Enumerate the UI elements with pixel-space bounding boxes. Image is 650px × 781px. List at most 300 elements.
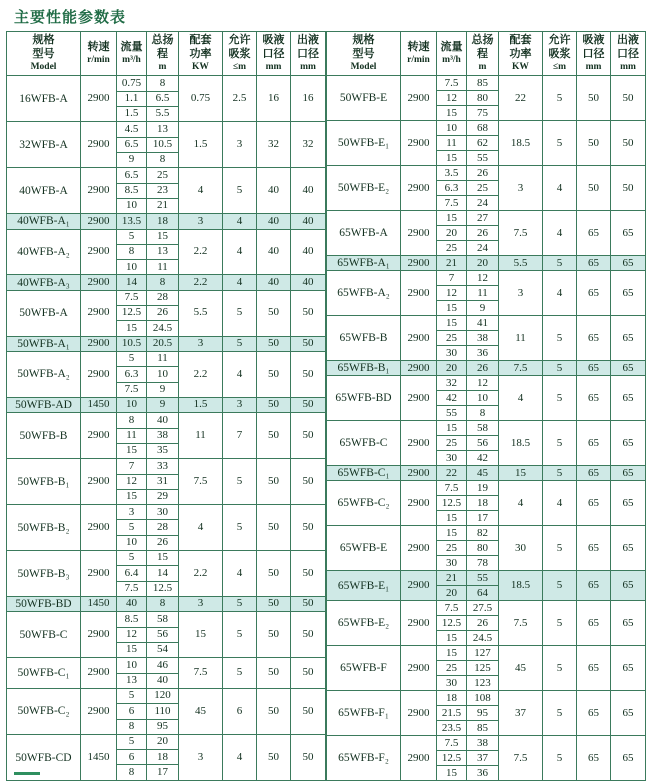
cell-flow: 12.5	[117, 306, 147, 321]
cell-rpm: 2900	[81, 688, 117, 734]
cell-head: 82	[467, 526, 499, 541]
cell-head: 85	[467, 76, 499, 91]
cell-rpm: 2900	[401, 691, 437, 736]
cell-power: 37	[499, 691, 543, 736]
cell-inlet: 65	[577, 466, 611, 481]
cell-outlet: 65	[611, 646, 646, 691]
cell-model: 65WFB-B	[327, 316, 401, 361]
cell-head: 8	[147, 76, 179, 91]
header-head: 总扬程 m	[467, 32, 499, 76]
cell-outlet: 65	[611, 571, 646, 601]
cell-outlet: 65	[611, 421, 646, 466]
cell-inlet: 50	[257, 612, 291, 658]
cell-flow: 5	[117, 688, 147, 703]
cell-head: 20	[467, 256, 499, 271]
header-power: 配套 功率 KW	[179, 32, 223, 76]
cell-head: 28	[147, 290, 179, 305]
cell-npsh: 5	[223, 168, 257, 214]
cell-rpm: 2900	[81, 658, 117, 689]
cell-npsh: 4	[223, 229, 257, 275]
table-row	[327, 646, 646, 661]
table-row	[327, 466, 646, 481]
cell-head: 40	[147, 413, 179, 428]
cell-npsh: 5	[543, 736, 577, 781]
cell-flow: 9	[117, 152, 147, 167]
cell-outlet: 40	[291, 214, 326, 229]
cell-inlet: 65	[577, 481, 611, 526]
table-body-left	[7, 76, 326, 781]
cell-head: 26	[147, 306, 179, 321]
cell-head: 8	[147, 152, 179, 167]
cell-head: 6.5	[147, 91, 179, 106]
cell-model: 50WFB-B₁	[7, 459, 81, 505]
cell-flow: 11	[437, 136, 467, 151]
cell-rpm: 2900	[401, 271, 437, 316]
cell-head: 95	[147, 719, 179, 734]
cell-power: 22	[499, 76, 543, 121]
cell-model: 65WFB-A₂	[327, 271, 401, 316]
cell-power: 1.5	[179, 397, 223, 412]
cell-head: 26	[467, 616, 499, 631]
header-npsh: 允许 吸浆 ≤m	[223, 32, 257, 76]
cell-flow: 42	[437, 391, 467, 406]
cell-flow: 10	[117, 260, 147, 275]
table-row	[327, 211, 646, 226]
cell-flow: 8.5	[117, 183, 147, 198]
cell-npsh: 3	[223, 122, 257, 168]
cell-npsh: 4	[223, 214, 257, 229]
cell-inlet: 16	[257, 76, 291, 122]
cell-flow: 10	[117, 658, 147, 673]
cell-outlet: 50	[291, 413, 326, 459]
table-row	[327, 361, 646, 376]
cell-flow: 18	[437, 691, 467, 706]
cell-flow: 7.5	[437, 481, 467, 496]
cell-flow: 5	[117, 551, 147, 566]
cell-npsh: 3	[223, 397, 257, 412]
cell-outlet: 65	[611, 481, 646, 526]
cell-npsh: 5	[223, 336, 257, 351]
cell-head: 18	[467, 496, 499, 511]
cell-head: 19	[467, 481, 499, 496]
cell-head: 80	[467, 91, 499, 106]
table-row	[327, 166, 646, 181]
cell-head: 56	[147, 627, 179, 642]
cell-head: 38	[467, 331, 499, 346]
cell-power: 2.2	[179, 275, 223, 290]
cell-power: 3	[179, 214, 223, 229]
cell-head: 26	[467, 226, 499, 241]
cell-head: 8	[147, 597, 179, 612]
cell-inlet: 65	[577, 421, 611, 466]
table-head-right	[327, 32, 646, 76]
cell-power: 1.5	[179, 122, 223, 168]
cell-flow: 15	[437, 631, 467, 646]
cell-npsh: 4	[223, 551, 257, 597]
cell-outlet: 65	[611, 376, 646, 421]
cell-flow: 15	[437, 766, 467, 781]
cell-npsh: 5	[543, 376, 577, 421]
cell-inlet: 50	[257, 397, 291, 412]
table-row	[327, 691, 646, 706]
cell-rpm: 2900	[401, 121, 437, 166]
table-row	[7, 658, 326, 673]
cell-inlet: 65	[577, 691, 611, 736]
cell-flow: 5	[117, 229, 147, 244]
cell-flow: 21.5	[437, 706, 467, 721]
cell-head: 11	[467, 286, 499, 301]
cell-flow: 7.5	[117, 382, 147, 397]
cell-model: 65WFB-E₁	[327, 571, 401, 601]
cell-inlet: 40	[257, 275, 291, 290]
cell-flow: 7	[117, 459, 147, 474]
cell-rpm: 2900	[401, 646, 437, 691]
cell-power: 11	[179, 413, 223, 459]
cell-head: 54	[147, 642, 179, 657]
cell-outlet: 40	[291, 275, 326, 290]
cell-npsh: 5	[223, 505, 257, 551]
cell-rpm: 2900	[401, 571, 437, 601]
cell-npsh: 7	[223, 413, 257, 459]
cell-inlet: 50	[257, 459, 291, 505]
cell-npsh: 5	[543, 466, 577, 481]
cell-flow: 12	[437, 286, 467, 301]
cell-power: 45	[179, 688, 223, 734]
cell-npsh: 4	[223, 734, 257, 781]
table-row	[7, 459, 326, 474]
cell-flow: 12	[437, 91, 467, 106]
cell-flow: 55	[437, 406, 467, 421]
cell-flow: 15	[117, 443, 147, 458]
cell-flow: 40	[117, 597, 147, 612]
cell-head: 26	[467, 361, 499, 376]
cell-flow: 25	[437, 541, 467, 556]
cell-head: 110	[147, 704, 179, 719]
cell-outlet: 40	[291, 168, 326, 214]
cell-head: 58	[467, 421, 499, 436]
cell-outlet: 50	[291, 688, 326, 734]
cell-flow: 7	[437, 271, 467, 286]
table-head-left	[7, 32, 326, 76]
cell-rpm: 1450	[81, 397, 117, 412]
cell-flow: 6.5	[117, 168, 147, 183]
cell-rpm: 2900	[81, 275, 117, 290]
cell-flow: 12	[117, 627, 147, 642]
cell-rpm: 2900	[81, 290, 117, 336]
cell-power: 4	[179, 505, 223, 551]
cell-inlet: 32	[257, 122, 291, 168]
cell-flow: 15	[117, 642, 147, 657]
performance-table-left	[6, 31, 326, 781]
cell-head: 58	[147, 612, 179, 627]
cell-flow: 6.3	[437, 181, 467, 196]
cell-rpm: 2900	[401, 526, 437, 571]
cell-power: 3	[179, 734, 223, 781]
cell-rpm: 2900	[81, 459, 117, 505]
cell-head: 56	[467, 436, 499, 451]
cell-inlet: 65	[577, 571, 611, 601]
cell-model: 65WFB-C	[327, 421, 401, 466]
cell-flow: 5	[117, 352, 147, 367]
cell-flow: 10	[117, 198, 147, 213]
cell-rpm: 2900	[401, 166, 437, 211]
cell-power: 3	[179, 597, 223, 612]
cell-power: 7.5	[179, 459, 223, 505]
table-row	[7, 229, 326, 244]
cell-flow: 32	[437, 376, 467, 391]
cell-flow: 25	[437, 661, 467, 676]
cell-outlet: 65	[611, 271, 646, 316]
header-npsh: 允许 吸浆 ≤m	[543, 32, 577, 76]
cell-outlet: 40	[291, 229, 326, 275]
cell-rpm: 2900	[81, 229, 117, 275]
cell-model: 65WFB-C₁	[327, 466, 401, 481]
cell-model: 50WFB-C₂	[7, 688, 81, 734]
table-row	[327, 271, 646, 286]
cell-head: 12	[467, 271, 499, 286]
cell-model: 50WFB-B	[7, 413, 81, 459]
cell-rpm: 2900	[401, 481, 437, 526]
cell-outlet: 32	[291, 122, 326, 168]
cell-flow: 1.5	[117, 107, 147, 122]
cell-flow: 8.5	[117, 612, 147, 627]
performance-table-right	[326, 31, 646, 781]
cell-flow: 7.5	[117, 581, 147, 596]
cell-head: 8	[147, 275, 179, 290]
cell-npsh: 5	[223, 597, 257, 612]
table-row	[7, 168, 326, 183]
cell-model: 50WFB-C	[7, 612, 81, 658]
cell-rpm: 2900	[401, 376, 437, 421]
cell-npsh: 5	[543, 691, 577, 736]
cell-npsh: 5	[543, 361, 577, 376]
cell-head: 55	[467, 151, 499, 166]
cell-head: 24.5	[147, 321, 179, 336]
cell-model: 65WFB-E	[327, 526, 401, 571]
cell-rpm: 2900	[401, 736, 437, 781]
cell-head: 26	[467, 166, 499, 181]
cell-inlet: 65	[577, 376, 611, 421]
cell-power: 0.75	[179, 76, 223, 122]
cell-head: 20	[147, 734, 179, 749]
cell-inlet: 40	[257, 214, 291, 229]
cell-outlet: 50	[611, 121, 646, 166]
cell-flow: 8	[117, 244, 147, 259]
cell-model: 50WFB-CD	[7, 734, 81, 781]
cell-head: 27	[467, 211, 499, 226]
table-row	[7, 612, 326, 627]
header-rpm: 转速 r/min	[401, 32, 437, 76]
cell-outlet: 50	[291, 612, 326, 658]
cell-outlet: 65	[611, 526, 646, 571]
table-row	[327, 526, 646, 541]
cell-outlet: 50	[291, 336, 326, 351]
cell-power: 7.5	[499, 211, 543, 256]
cell-npsh: 6	[223, 688, 257, 734]
cell-head: 42	[467, 451, 499, 466]
header-outlet: 出液 口径 mm	[291, 32, 326, 76]
cell-power: 30	[499, 526, 543, 571]
cell-flow: 10.5	[117, 336, 147, 351]
cell-inlet: 50	[257, 734, 291, 781]
cell-flow: 0.75	[117, 76, 147, 91]
cell-flow: 20	[437, 226, 467, 241]
cell-flow: 4.5	[117, 122, 147, 137]
cell-flow: 30	[437, 676, 467, 691]
cell-npsh: 5	[543, 421, 577, 466]
cell-model: 40WFB-A₂	[7, 229, 81, 275]
cell-flow: 25	[437, 241, 467, 256]
cell-head: 37	[467, 751, 499, 766]
table-row	[7, 551, 326, 566]
cell-flow: 12.5	[437, 751, 467, 766]
cell-head: 45	[467, 466, 499, 481]
header-flow: 流量 m³/h	[437, 32, 467, 76]
cell-head: 26	[147, 535, 179, 550]
cell-outlet: 50	[291, 352, 326, 398]
cell-head: 24	[467, 196, 499, 211]
cell-outlet: 50	[291, 658, 326, 689]
cell-head: 17	[467, 511, 499, 526]
cell-power: 3	[499, 166, 543, 211]
cell-npsh: 5	[543, 76, 577, 121]
cell-inlet: 65	[577, 646, 611, 691]
cell-head: 9	[147, 382, 179, 397]
cell-model: 50WFB-BD	[7, 597, 81, 612]
cell-power: 18.5	[499, 421, 543, 466]
cell-head: 18	[147, 214, 179, 229]
cell-power: 2.2	[179, 551, 223, 597]
cell-flow: 30	[437, 556, 467, 571]
cell-flow: 30	[437, 451, 467, 466]
table-row	[7, 734, 326, 749]
cell-flow: 8	[117, 765, 147, 781]
cell-head: 11	[147, 260, 179, 275]
cell-head: 13	[147, 122, 179, 137]
cell-head: 11	[147, 352, 179, 367]
cell-model: 65WFB-F₁	[327, 691, 401, 736]
cell-rpm: 2900	[401, 466, 437, 481]
cell-head: 28	[147, 520, 179, 535]
cell-outlet: 50	[291, 290, 326, 336]
cell-model: 50WFB-B₂	[7, 505, 81, 551]
cell-head: 95	[467, 706, 499, 721]
cell-head: 62	[467, 136, 499, 151]
cell-head: 14	[147, 566, 179, 581]
cell-npsh: 4	[543, 211, 577, 256]
cell-outlet: 50	[291, 459, 326, 505]
cell-flow: 15	[437, 421, 467, 436]
cell-npsh: 5	[543, 256, 577, 271]
cell-outlet: 65	[611, 466, 646, 481]
cell-model: 65WFB-A₁	[327, 256, 401, 271]
cell-model: 40WFB-A₁	[7, 214, 81, 229]
cell-outlet: 65	[611, 736, 646, 781]
cell-power: 18.5	[499, 571, 543, 601]
cell-flow: 14	[117, 275, 147, 290]
cell-inlet: 50	[577, 166, 611, 211]
cell-npsh: 5	[543, 601, 577, 646]
cell-model: 50WFB-AD	[7, 397, 81, 412]
cell-flow: 15	[117, 321, 147, 336]
cell-flow: 5	[117, 734, 147, 749]
cell-flow: 11	[117, 428, 147, 443]
cell-outlet: 65	[611, 361, 646, 376]
cell-npsh: 5	[223, 459, 257, 505]
cell-outlet: 50	[291, 734, 326, 781]
cell-flow: 10	[117, 535, 147, 550]
cell-inlet: 50	[257, 551, 291, 597]
cell-rpm: 2900	[81, 413, 117, 459]
cell-inlet: 50	[577, 121, 611, 166]
cell-power: 11	[499, 316, 543, 361]
cell-flow: 25	[437, 436, 467, 451]
cell-npsh: 5	[223, 290, 257, 336]
cell-inlet: 65	[577, 601, 611, 646]
cell-head: 12	[467, 376, 499, 391]
cell-flow: 15	[117, 489, 147, 504]
header-flow: 流量 m³/h	[117, 32, 147, 76]
cell-flow: 15	[437, 151, 467, 166]
cell-flow: 8	[117, 719, 147, 734]
cell-head: 10.5	[147, 137, 179, 152]
cell-flow: 15	[437, 106, 467, 121]
table-row	[7, 214, 326, 229]
cell-flow: 20	[437, 586, 467, 601]
cell-inlet: 50	[257, 352, 291, 398]
cell-power: 45	[499, 646, 543, 691]
header-model: 规格 型号 Model	[327, 32, 401, 76]
cell-npsh: 5	[543, 571, 577, 601]
cell-head: 9	[147, 397, 179, 412]
table-row	[327, 421, 646, 436]
cell-head: 10	[147, 367, 179, 382]
cell-head: 30	[147, 505, 179, 520]
header-rpm: 转速 r/min	[81, 32, 117, 76]
table-row	[7, 336, 326, 351]
cell-power: 7.5	[499, 361, 543, 376]
cell-head: 125	[467, 661, 499, 676]
cell-rpm: 2900	[81, 612, 117, 658]
cell-flow: 21	[437, 256, 467, 271]
header-inlet: 吸液 口径 mm	[577, 32, 611, 76]
cell-head: 24.5	[467, 631, 499, 646]
cell-inlet: 50	[257, 597, 291, 612]
cell-power: 15	[499, 466, 543, 481]
cell-power: 4	[499, 376, 543, 421]
cell-head: 21	[147, 198, 179, 213]
cell-head: 123	[467, 676, 499, 691]
cell-model: 65WFB-B₁	[327, 361, 401, 376]
cell-head: 13	[147, 244, 179, 259]
cell-flow: 7.5	[437, 196, 467, 211]
header-head: 总扬程 m	[147, 32, 179, 76]
table-row	[7, 352, 326, 367]
cell-flow: 10	[117, 397, 147, 412]
cell-head: 36	[467, 766, 499, 781]
cell-flow: 7.5	[437, 601, 467, 616]
cell-npsh: 5	[223, 658, 257, 689]
cell-npsh: 5	[543, 526, 577, 571]
cell-outlet: 65	[611, 211, 646, 256]
cell-rpm: 2900	[401, 601, 437, 646]
cell-npsh: 5	[223, 612, 257, 658]
cell-model: 65WFB-A	[327, 211, 401, 256]
cell-head: 33	[147, 459, 179, 474]
cell-flow: 21	[437, 571, 467, 586]
cell-inlet: 40	[257, 229, 291, 275]
cell-head: 40	[147, 673, 179, 688]
